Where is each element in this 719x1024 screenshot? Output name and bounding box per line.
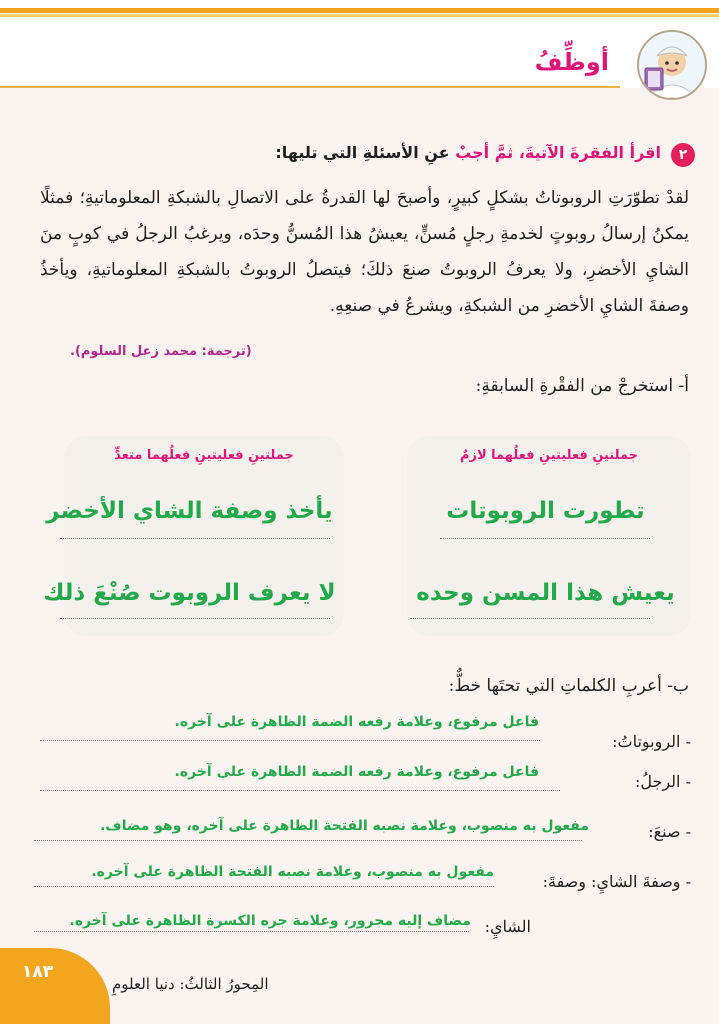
question-instruction bbox=[275, 143, 661, 162]
header-stripe-orange bbox=[0, 8, 719, 13]
header-divider bbox=[0, 86, 620, 88]
parse-word-5: الشايِ: bbox=[484, 917, 531, 936]
footer-corner bbox=[0, 948, 110, 1024]
instruction-part-read: اقرأ الفقرةَ الآتيةَ، ثمَّ bbox=[489, 143, 661, 162]
top-strip bbox=[0, 0, 719, 26]
parse-word-1: - الروبوتاتُ: bbox=[612, 732, 691, 751]
parse-word-4: - وصفةَ الشايِ: وصفةَ: bbox=[542, 872, 691, 891]
intransitive-card bbox=[407, 436, 691, 636]
reading-paragraph: لقدْ تطوّرَتِ الروبوتاتُ بشكلٍ كبيرٍ، وأصبحَ لها القدرةُ على الاتصالِ بالشبكةِ المعلوماتيةِ؛ فمثلًا يمكنُ إرسالُ روبوتٍ لخدمةِ رجلٍ مُسنٍّ، يعيشُ هذا المُسنُّ وحدَه، ويرغبُ الرجلُ في كوبٍ منَ الشايِ الأخضرِ، ولا يعرفُ الروبوتُ صنعَ ذلكَ؛ فيتصلُ الروبوتُ بالشبكةِ المعلوماتيةِ، ويأخذُ وصفةَ الشايِ الأخضرِ من الشبكةِ، ويشرعُ في صنعِهِ. bbox=[40, 188, 689, 316]
instruction-part-rest: عنِ الأسئلةِ التي تليها: bbox=[275, 143, 456, 162]
page-number: ١٨٣ bbox=[22, 962, 54, 982]
footer-section-title: المِحورُ الثالثُ: دنيا العلومِ bbox=[112, 975, 269, 993]
transitive-card bbox=[64, 436, 344, 636]
parse-answer-4: مفعول به منصوب، وعلامة نصبه الفتحة الظاهرة على آخره. bbox=[91, 864, 494, 880]
section-tag: أوظِّفُ bbox=[534, 48, 609, 76]
question-number-badge: ٢ bbox=[671, 143, 695, 167]
student-mascot-icon bbox=[637, 30, 707, 100]
answer-line bbox=[60, 538, 330, 539]
parse-answer-5: مضاف إليه مجرور، وعلامة جره الكسرة الظاهرة على آخره. bbox=[69, 913, 471, 929]
parse-word-3: - صنعَ: bbox=[648, 822, 691, 841]
transitive-answer-1: يأخذ وصفة الشاي الأخضر bbox=[46, 498, 333, 524]
answer-line bbox=[410, 618, 650, 619]
header-band bbox=[0, 26, 719, 88]
instruction-part-answer: أجبْ bbox=[455, 143, 490, 162]
parse-answer-2: فاعل مرفوع، وعلامة رفعه الضمة الظاهرة على آخره. bbox=[174, 764, 539, 780]
parse-answer-3: مفعول به منصوب، وعلامة نصبه الفتحة الظاهرة على آخره، وهو مضاف. bbox=[100, 818, 589, 834]
intransitive-heading: جملتينِ فعليتينِ فعلُهما لازمٌ bbox=[459, 448, 639, 463]
transitive-answer-2: لا يعرف الروبوت صُنْعَ ذلك bbox=[43, 580, 336, 606]
answer-line bbox=[440, 538, 650, 539]
transitive-heading: جملتينِ فعليتينِ فعلُهما متعدٍّ bbox=[114, 448, 294, 463]
translation-credit: (ترجمة: محمد زعل السلوم). bbox=[70, 344, 252, 359]
intransitive-answer-2: يعيش هذا المسن وحده bbox=[416, 580, 675, 606]
answer-line bbox=[40, 740, 540, 741]
intransitive-answer-1: تطورت الروبوتات bbox=[446, 498, 645, 524]
parse-answer-1: فاعل مرفوع، وعلامة رفعه الضمة الظاهرة على آخره. bbox=[174, 714, 539, 730]
part-b-label: ب- أعربِ الكلماتِ التي تحتَها خطٌّ: bbox=[448, 676, 689, 696]
answer-line bbox=[34, 840, 582, 841]
answer-line bbox=[34, 931, 469, 932]
answer-line bbox=[40, 790, 560, 791]
answer-line bbox=[60, 618, 330, 619]
answer-line bbox=[34, 886, 494, 887]
part-a-label: أ- استخرجْ من الفقْرةِ السابقةِ: bbox=[475, 376, 689, 396]
header-stripe-yellow bbox=[0, 14, 719, 17]
parse-word-2: - الرجلُ: bbox=[634, 772, 691, 791]
